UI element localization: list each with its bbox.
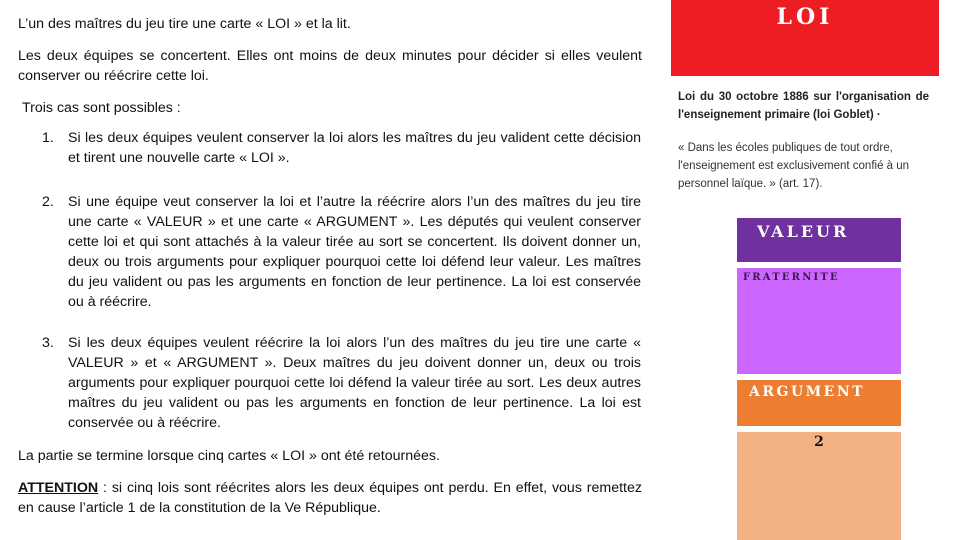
rule-warning: [18, 478, 642, 518]
list-number: 1.: [42, 130, 54, 146]
warning-text: : si cinq lois sont réécrites alors les deux équipes ont perdu. En effet, vous remettez en cause l’article 1 de la constitution de la Ve République.: [18, 480, 642, 516]
attention-label: ATTENTION: [18, 480, 99, 496]
rule-intro: L’un des maîtres du jeu tire une carte « LOI » et la lit.: [18, 16, 351, 32]
rule-concertation: Les deux équipes se concertent. Elles ont moins de deux minutes pour décider si elles veulent conserver ou réécrire cette loi.: [18, 48, 642, 84]
argument-card-header: [737, 380, 901, 426]
list-number: 2.: [42, 194, 54, 210]
valeur-card-value: FRATERNITE: [743, 272, 840, 283]
list-number: 3.: [42, 335, 54, 351]
loi-card-title: LOI: [776, 4, 834, 30]
list-text: Si les deux équipes veulent réécrire la loi alors l’un des maîtres du jeu tire une carte « VALEUR » et « ARGUMENT ». Deux maîtres du jeu doivent donner un, deux ou trois arguments pour expliquer pourquoi cette loi défend la valeur tirée au sort. Les deux autres maîtres du jeu valident ou pas les arguments en fonction de leur pertinence. La loi est conservée ou à réécrire.: [68, 335, 641, 431]
list-text: Si une équipe veut conserver la loi et l’autre la réécrire alors l’un des maîtres du jeu tire une carte « VALEUR » et une carte « ARGUMENT ». Les députés qui veulent conserver cette loi et qui sont attachés à la valeur tirée au sort se concertent. Ils doivent donner un, deux ou trois arguments pour expliquer pourquoi cette loi défend leur valeur. Les maîtres du jeu valident ou pas les arguments en fonction de leur pertinence. La loi est conservée ou à réécrire.: [68, 194, 641, 310]
argument-card-value: 2: [814, 434, 824, 450]
loi-law-reference: Loi du 30 octobre 1886 sur l'organisation de l'enseignement primaire (loi Goblet) ·: [678, 91, 929, 121]
valeur-card-body: [737, 268, 901, 374]
rule-cases-heading: Trois cas sont possibles :: [22, 100, 181, 116]
rule-end-condition: La partie se termine lorsque cinq cartes « LOI » ont été retournées.: [18, 448, 440, 464]
list-text: Si les deux équipes veulent conserver la loi alors les maîtres du jeu valident cette décision et tirent une nouvelle carte « LOI ».: [68, 130, 641, 166]
valeur-card-header: [737, 218, 901, 262]
argument-card-body: [737, 432, 901, 540]
loi-quote: « Dans les écoles publiques de tout ordre, l'enseignement est exclusivement confié à un personnel laïque. » (art. 17).: [678, 142, 910, 190]
loi-card-text: [678, 88, 929, 193]
argument-card-title: ARGUMENT: [749, 384, 866, 400]
valeur-card-title: VALEUR: [757, 222, 850, 241]
loi-card: [671, 0, 939, 76]
